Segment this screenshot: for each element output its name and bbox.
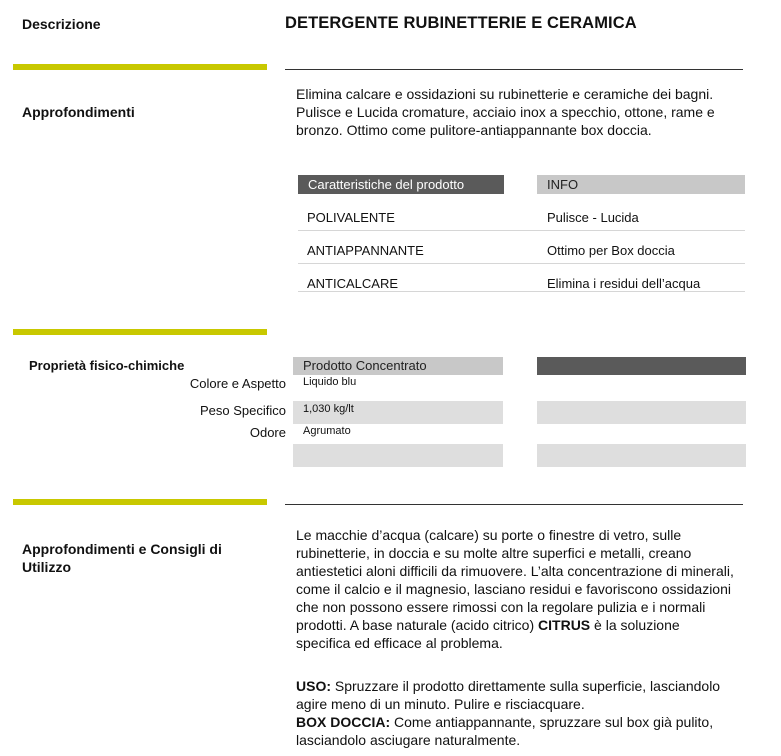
section-label-descrizione: Descrizione — [22, 16, 101, 32]
uso-text: Spruzzare il prodotto direttamente sulla superficie, lasciandolo agire meno di un minuto. Pulire e risciacquare. — [296, 678, 721, 712]
property-name: Peso Specifico — [200, 403, 286, 418]
section-label-approfondimenti: Approfondimenti — [22, 104, 135, 120]
usage-instructions — [296, 677, 736, 749]
table-row-divider — [298, 230, 745, 231]
property-cell-bg — [537, 444, 746, 467]
accent-bar — [13, 64, 267, 70]
features-row-feature: ANTIAPPANNANTE — [307, 243, 424, 258]
consigli-text — [296, 526, 736, 652]
product-title: DETERGENTE RUBINETTERIE E CERAMICA — [285, 14, 637, 32]
box-doccia-label: BOX DOCCIA: — [296, 714, 391, 730]
features-col-header-feature: Caratteristiche del prodotto — [298, 175, 504, 194]
features-row-info: Ottimo per Box doccia — [547, 243, 675, 258]
section-label-proprieta: Proprietà fisico-chimiche — [29, 358, 185, 373]
properties-col-header-empty — [537, 357, 746, 375]
property-value: Liquido blu — [303, 376, 357, 388]
divider-rule — [285, 504, 743, 505]
property-cell-bg — [293, 444, 503, 467]
property-value: Agrumato — [303, 425, 351, 437]
consigli-text-part: è la soluzione specifica ed efficace al problema. — [296, 617, 680, 651]
table-row-divider — [298, 291, 745, 292]
section-label-consigli: Approfondimenti e Consigli di Utilizzo — [22, 541, 222, 575]
table-row-divider — [298, 263, 745, 264]
property-cell-bg — [537, 401, 746, 424]
property-value: 1,030 kg/lt — [303, 403, 354, 415]
accent-bar — [13, 329, 267, 335]
property-name: Colore e Aspetto — [189, 376, 286, 391]
features-row-feature: ANTICALCARE — [307, 276, 399, 291]
divider-rule — [285, 69, 743, 70]
properties-col-header: Prodotto Concentrato — [293, 357, 503, 375]
features-row-info: Elimina i residui dell’acqua — [547, 276, 701, 291]
property-name: Odore — [249, 425, 286, 440]
brand-name: CITRUS — [538, 617, 591, 633]
features-col-header-info: INFO — [537, 175, 745, 194]
accent-bar — [13, 499, 267, 505]
features-row-info: Pulisce - Lucida — [547, 210, 639, 225]
box-doccia-text: Come antiappannante, spruzzare sul box già pulito, lasciandolo asciugare naturalmente. — [296, 714, 714, 748]
approfondimenti-text: Elimina calcare e ossidazioni su rubinetterie e ceramiche dei bagni. Pulisce e Lucida cromature, acciaio inox a specchio, ottone, rame e bronzo. Ottimo come pulitore-antiappannante box doccia. — [296, 86, 715, 138]
features-row-feature: POLIVALENTE — [307, 210, 395, 225]
uso-label: USO: — [296, 678, 331, 694]
consigli-text-part: Le macchie d’acqua (calcare) su porte o finestre di vetro, sulle rubinetterie, in doccia e su molte altre superfici e metalli, creano antiestetici aloni difficili da rimuovere. L’alta concentrazione di minerali, come il calcio e il magnesio, lasciano residui e favoriscono ossidazioni che non possono essere rimossi con la regolare pulizia e i normali prodotti. A base naturale (acido citrico) — [296, 527, 734, 633]
